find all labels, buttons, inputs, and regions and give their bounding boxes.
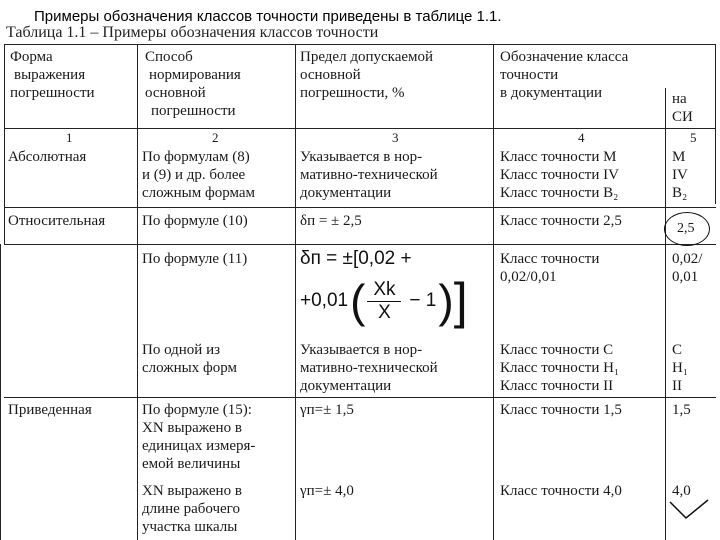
checkmark-icon	[668, 498, 712, 524]
formula-denominator: X	[378, 301, 391, 323]
cell-relative-si-3: C H₁ II	[672, 342, 689, 394]
formula-paren-open: (	[350, 275, 366, 327]
formula-bracket-close: ]	[453, 273, 468, 329]
formula-line-1: δп = ±[0,02 +	[300, 248, 412, 269]
cell-relative-doc-2: Класс точности 0,02/0,01	[500, 251, 600, 285]
cell-relative-doc-3: Класс точности C Класс точности H₁ Класс точности II	[500, 342, 620, 394]
cell-absolute-method: По формулам (8) и (9) и др. более сложным формам	[142, 149, 256, 201]
col-number-4: 4	[578, 130, 585, 145]
slide-title: Примеры обозначения классов точности приведены в таблице 1.1.	[34, 8, 502, 25]
cell-reduced-doc-1: Класс точности 1,5	[500, 402, 622, 418]
cell-reduced-method-2: XN выражено в длине рабочего участка шкалы	[142, 483, 242, 535]
cell-relative-method-2: По формуле (11)	[142, 251, 248, 267]
cell-relative-limit-3: Указывается в нор- мативно-технической документации	[300, 342, 438, 394]
formula-fraction	[367, 279, 401, 324]
cell-reduced-limit-2: γп=± 4,0	[300, 483, 354, 499]
col-number-5: 5	[690, 130, 697, 145]
formula-subtract: − 1	[409, 290, 437, 311]
header-doc: Обозначение класса точности в документации	[500, 49, 629, 101]
cell-relative-si-1: 2,5	[677, 221, 695, 236]
cell-reduced-method-1: По формуле (15): XN выражено в единицах измеря- емой величины	[142, 402, 256, 472]
cell-absolute-limit: Указывается в нор- мативно-технической документации	[300, 149, 438, 201]
cell-absolute-si: M IV B₂	[672, 149, 688, 201]
cell-relative-form: Относительная	[8, 213, 106, 229]
cell-relative-si-2: 0,02/ 0,01	[672, 251, 703, 285]
header-method: Способ нормирования основной погрешности	[145, 49, 241, 119]
formula-numerator: Xk	[373, 278, 396, 300]
cell-relative-method-1: По формуле (10)	[142, 213, 248, 229]
cell-reduced-limit-1: γп=± 1,5	[300, 402, 354, 418]
header-si: на СИ	[672, 91, 693, 125]
cell-relative-limit-1: δп = ± 2,5	[300, 213, 362, 229]
formula-line-2	[300, 273, 468, 329]
cell-reduced-si-2: 4,0	[672, 483, 691, 499]
cell-relative-doc-1: Класс точности 2,5	[500, 213, 622, 229]
cell-absolute-form: Абсолютная	[8, 149, 87, 165]
header-form: Форма выражения погрешности	[10, 49, 95, 101]
formula-paren-close: )	[438, 275, 454, 327]
table-caption: Таблица 1.1 – Примеры обозначения классов точности	[6, 24, 379, 41]
cell-absolute-doc: Класс точности M Класс точности IV Класс точности B₂	[500, 149, 619, 201]
col-number-1: 1	[66, 130, 73, 145]
col-number-3: 3	[392, 130, 399, 145]
col-number-2: 2	[212, 130, 219, 145]
cell-reduced-form: Приведенная	[8, 402, 92, 418]
header-limit: Предел допускаемой основной погрешности, %	[300, 49, 434, 101]
cell-relative-limit-2	[300, 248, 468, 329]
cell-reduced-si-1: 1,5	[672, 402, 691, 418]
formula-term: +0,01	[300, 290, 349, 311]
cell-relative-method-3: По одной из сложных форм	[142, 342, 237, 376]
cell-reduced-doc-2: Класс точности 4,0	[500, 483, 622, 499]
